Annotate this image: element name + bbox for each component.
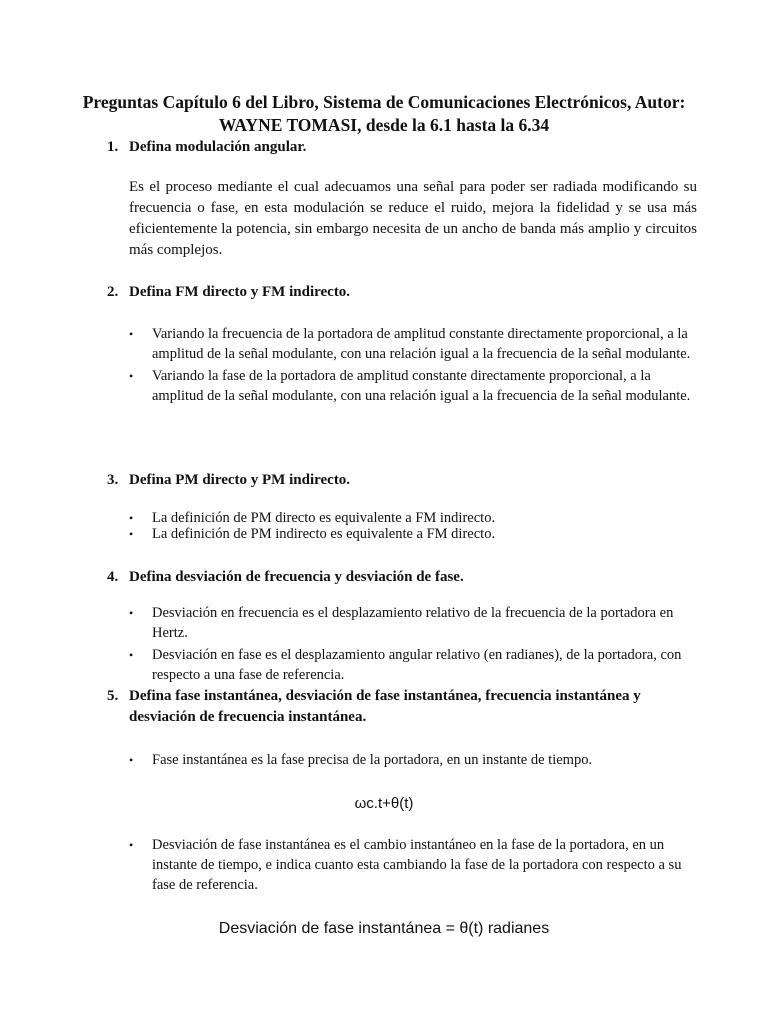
list-item: [129, 835, 701, 895]
question-4-heading: [107, 567, 464, 588]
list-item: [129, 750, 701, 770]
bullet-icon: •: [129, 327, 134, 341]
question-number: 3.: [107, 472, 119, 488]
question-text: Defina fase instantánea, desviación de fase instantánea, frecuencia instantánea y desviación de frecuencia instantánea.: [129, 688, 641, 725]
list-item-text: Desviación en frecuencia es el desplazamiento relativo de la frecuencia de la portadora en Hertz.: [152, 605, 674, 641]
bullet-icon: •: [129, 606, 134, 620]
question-2-heading: [107, 282, 350, 303]
question-number: 5.: [107, 688, 119, 704]
bullet-icon: •: [129, 838, 134, 852]
list-item-text: Variando la frecuencia de la portadora de amplitud constante directamente proporcional, a la amplitud de la señal modulante, con una relación igual a la frecuencia de la señal modulante.: [152, 326, 691, 362]
question-number: 2.: [107, 284, 119, 300]
question-text: Defina desviación de frecuencia y desviación de fase.: [129, 569, 464, 585]
bullet-icon: •: [129, 369, 134, 383]
list-item: [129, 526, 701, 542]
list-item-text: Fase instantánea es la fase precisa de la portadora, en un instante de tiempo.: [152, 752, 593, 768]
question-5-bullet-list-1: [129, 750, 701, 770]
list-item: [129, 324, 701, 364]
list-item: [129, 366, 701, 406]
list-item-text: Variando la fase de la portadora de amplitud constante directamente proporcional, a la amplitud de la señal modulante, con una relación igual a la frecuencia de la señal modulante.: [152, 368, 691, 404]
question-text: Defina PM directo y PM indirecto.: [129, 472, 351, 488]
list-item: [129, 603, 701, 643]
question-1-answer: Es el proceso mediante el cual adecuamos una señal para poder ser radiada modificando su frecuencia o fase, en esta modulación se reduce el ruido, mejora la fidelidad y se usa más eficientemente la potencia, sin embargo necesita de un ancho de banda más amplio y circuitos más complejos.: [129, 179, 697, 258]
bullet-icon: •: [129, 648, 134, 662]
list-item-text: Desviación en fase es el desplazamiento angular relativo (en radianes), de la portadora, con respecto a una fase de referencia.: [152, 647, 682, 683]
list-item: [129, 510, 701, 526]
bullet-icon: •: [129, 511, 134, 525]
formula-instantaneous-phase: ωc.t+θ(t): [354, 795, 414, 812]
question-text: Defina FM directo y FM indirecto.: [129, 284, 351, 300]
formula-instantaneous-phase-deviation: Desviación de fase instantánea = θ(t) radianes: [218, 920, 550, 937]
question-3-heading: [107, 470, 350, 491]
question-text: Defina modulación angular.: [129, 139, 307, 155]
list-item: [129, 645, 701, 685]
question-5-heading: [107, 686, 707, 728]
question-1-heading: [107, 137, 306, 158]
bullet-icon: •: [129, 527, 134, 541]
list-item-text: Desviación de fase instantánea es el cambio instantáneo en la fase de la portadora, en un instante de tiempo, e indica cuanto esta cambiando la fase de la portadora con respecto a su fase de referencia.: [152, 837, 682, 893]
list-item-text: La definición de PM indirecto es equivalente a FM directo.: [152, 526, 496, 542]
bullet-icon: •: [129, 753, 134, 767]
question-2-bullet-list: [129, 324, 701, 406]
question-number: 1.: [107, 139, 119, 155]
list-item-text: La definición de PM directo es equivalente a FM indirecto.: [152, 510, 496, 526]
question-3-bullet-list: [129, 510, 701, 542]
question-5-bullet-list-2: [129, 835, 701, 895]
question-number: 4.: [107, 569, 119, 585]
document-title: Preguntas Capítulo 6 del Libro, Sistema de Comunicaciones Electrónicos, Autor: WAYNE TOMASI, desde la 6.1 hasta la 6.34: [82, 92, 686, 135]
question-4-bullet-list: [129, 603, 701, 685]
